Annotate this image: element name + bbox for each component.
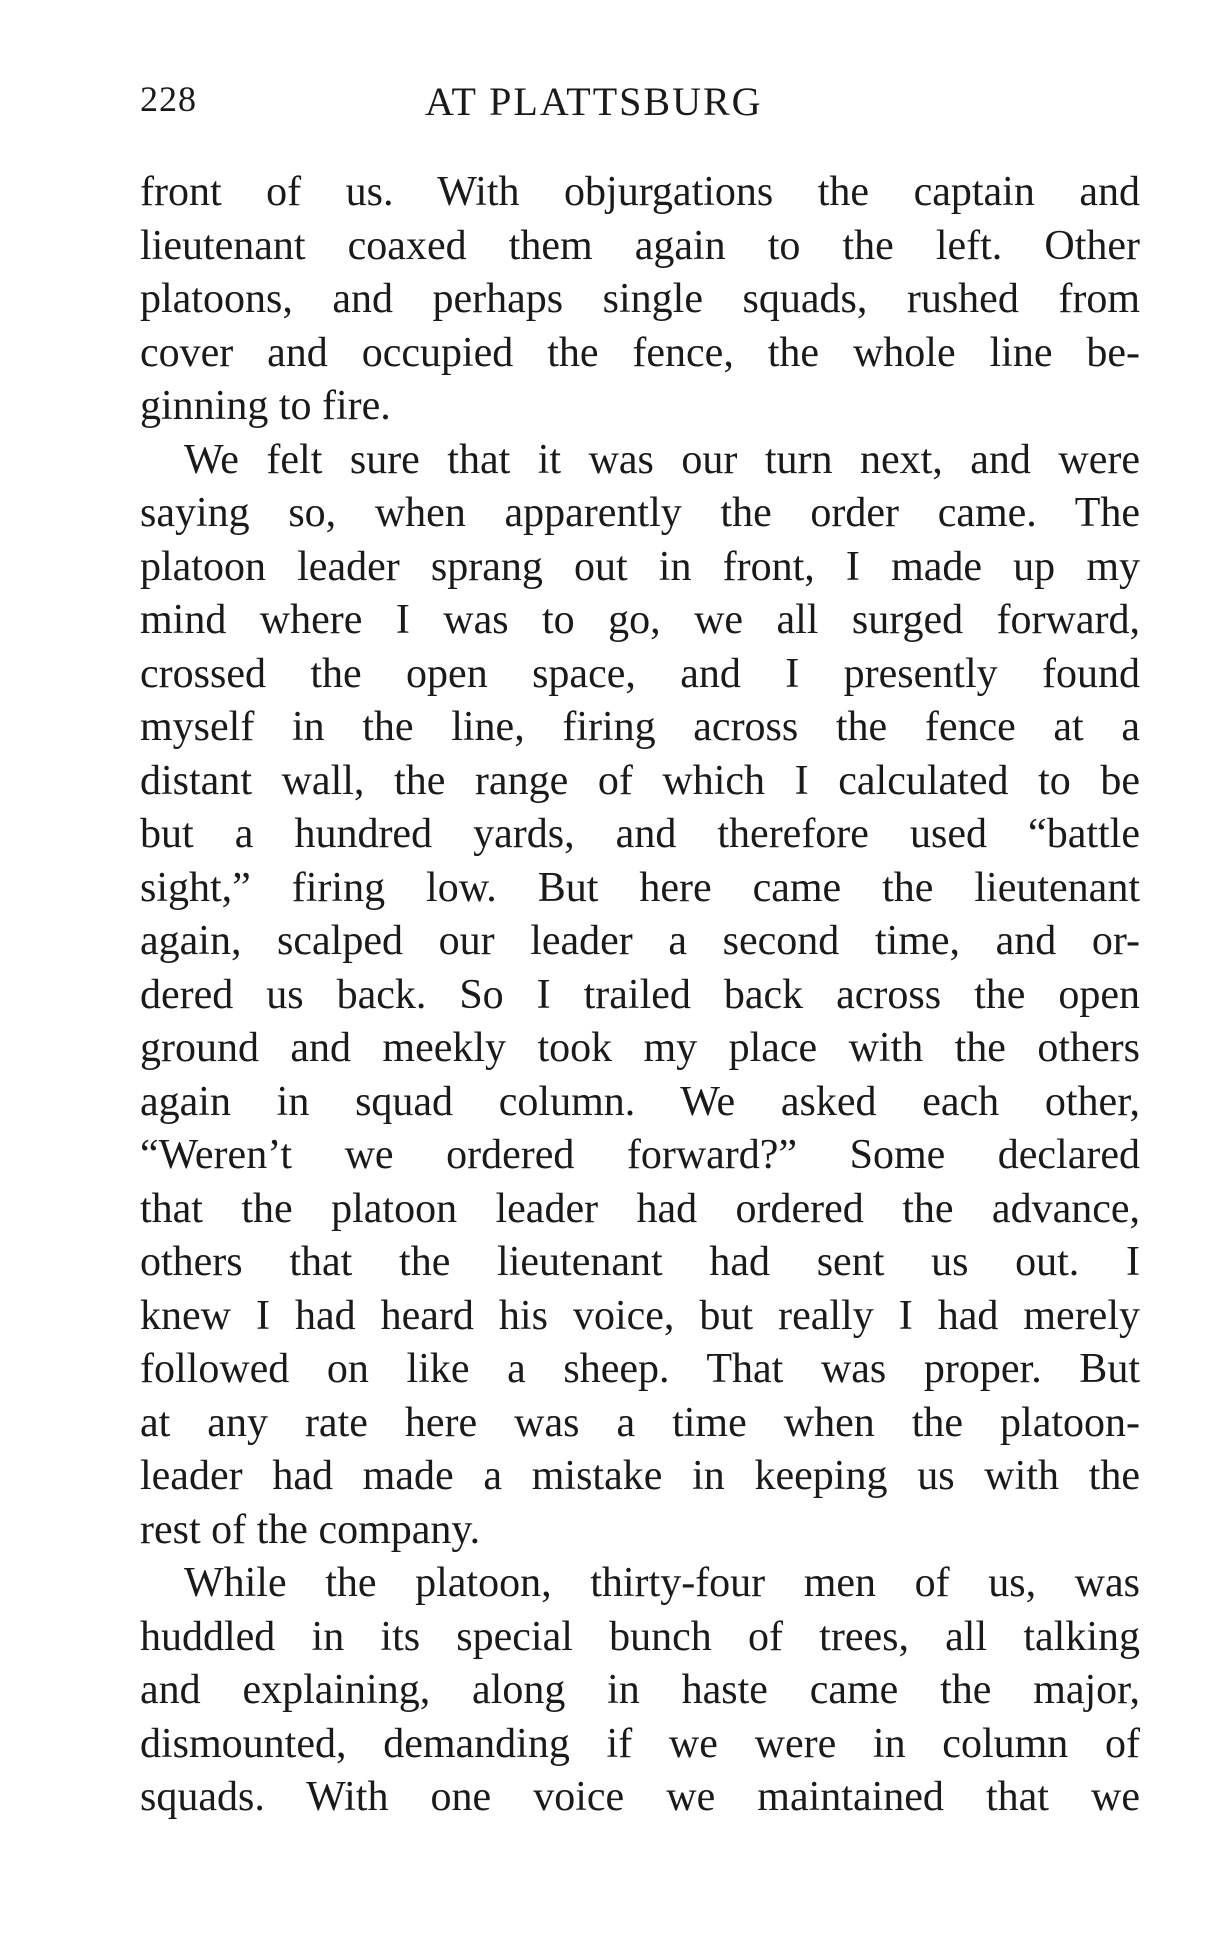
text-line: ground and meekly took my place with the others — [140, 1025, 1140, 1071]
text-line: distant wall, the range of which I calculated to be — [140, 757, 1140, 804]
text-line: again, scalped our leader a second time, and or- — [140, 918, 1140, 964]
text-line: platoons, and perhaps single squads, rushed from — [140, 276, 1140, 322]
text-line: sight,” firing low. But here came the lieutenant — [140, 864, 1140, 911]
paragraph-first-line: While the platoon, thirty-four men of us, was — [184, 1560, 1140, 1606]
text-line: knew I had heard his voice, but really I had merely — [140, 1292, 1140, 1339]
text-line: others that the lieutenant had sent us out. I — [140, 1239, 1140, 1285]
body-text — [140, 166, 1140, 1825]
text-line: cover and occupied the fence, the whole line be- — [140, 329, 1140, 376]
text-line: at any rate here was a time when the platoon- — [140, 1399, 1140, 1446]
text-line: dered us back. So I trailed back across the open — [140, 971, 1140, 1018]
running-title: AT PLATTSBURG — [425, 79, 763, 124]
text-line: saying so, when apparently the order came. The — [140, 490, 1140, 536]
text-line: mind where I was to go, we all surged forward, — [140, 597, 1140, 643]
text-line: but a hundred yards, and therefore used “battle — [140, 811, 1140, 857]
text-line: huddled in its special bunch of trees, all talking — [140, 1613, 1140, 1660]
text-line: ginning to fire. — [140, 383, 391, 429]
text-line: platoon leader sprang out in front, I made up my — [140, 543, 1140, 590]
text-line: rest of the company. — [140, 1506, 481, 1553]
text-line: dismounted, demanding if we were in column of — [140, 1720, 1140, 1767]
page-number: 228 — [140, 79, 197, 119]
text-line: lieutenant coaxed them again to the left. Other — [140, 222, 1140, 269]
text-line: “Weren’t we ordered forward?” Some declared — [140, 1132, 1140, 1178]
text-line: leader had made a mistake in keeping us with the — [140, 1453, 1140, 1499]
text-line: crossed the open space, and I presently found — [140, 650, 1140, 697]
text-line: myself in the line, firing across the fence at a — [140, 704, 1140, 750]
text-line: followed on like a sheep. That was proper. But — [140, 1346, 1140, 1392]
paragraph-first-line: We felt sure that it was our turn next, and were — [184, 436, 1140, 483]
text-line: again in squad column. We asked each other, — [140, 1078, 1140, 1125]
text-line: and explaining, along in haste came the major, — [140, 1667, 1140, 1713]
running-head — [140, 78, 1140, 138]
text-line: that the platoon leader had ordered the advance, — [140, 1185, 1140, 1232]
text-line: front of us. With objurgations the captain and — [140, 169, 1140, 215]
text-line: squads. With one voice we maintained that we — [140, 1774, 1140, 1820]
